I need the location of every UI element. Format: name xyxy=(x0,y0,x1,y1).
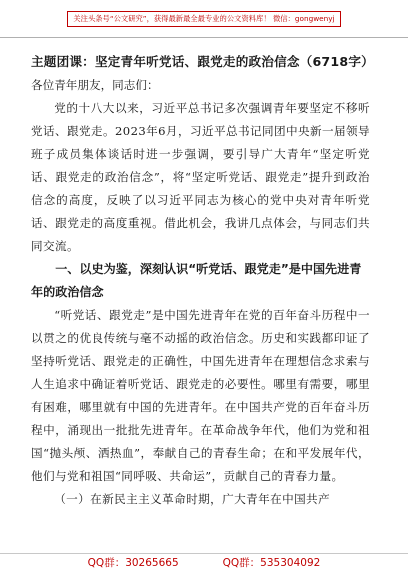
paragraph-subsection-1: （一）在新民主主义革命时期，广大青年在中国共产 xyxy=(54,492,331,506)
promo-banner-text: 关注头条号“公文研究”，获得最新最全最专业的公文资料库！ 微信：gongwenyj xyxy=(67,11,340,27)
footer xyxy=(0,556,408,570)
footer-qq-group-2: QQ群：535304092 xyxy=(222,557,321,569)
greeting: 各位青年朋友，同志们： xyxy=(31,78,159,92)
header-divider xyxy=(0,37,408,38)
document-body xyxy=(31,52,374,511)
footer-divider xyxy=(0,553,408,554)
footer-qq-group-1: QQ群：30265665 xyxy=(87,557,179,569)
paragraph-intro: 党的十八大以来，习近平总书记多次强调青年要坚定不移听党话、跟党走。2023年6月，习近平总书记同团中央新一届领导班子成员集体谈话时进一步强调，要引导广大青年“坚定听党话、跟党走的政治信念”，将“坚定听党话、跟党走”提升到政治信念的高度，反映了以习近平同志为核心的党中央对青年听党话、跟党走的高度重视。借此机会，我讲几点体会，与同志们共同交流。 xyxy=(31,101,370,253)
section-heading-1: 一、以史为鉴，深刻认识“听党话、跟党走”是中国先进青年的政治信念 xyxy=(31,262,362,299)
document-title: 主题团课：坚定青年听党话、跟党走的政治信念（6718字） xyxy=(31,54,374,69)
top-banner xyxy=(0,6,408,36)
paragraph-section-1: “听党话、跟党走”是中国先进青年在党的百年奋斗历程中一以贯之的优良传统与毫不动摇的政治信念。历史和实践都印证了坚持听党话、跟党走的正确性，中国先进青年在理想信念求索与人生追求中确证着听党话、跟党走的必要性。哪里有需要，哪里有困难，哪里就有中国的先进青年。在中国共产党的百年奋斗历程中，涌现出一批批先进青年。在革命战争年代，他们为党和祖国“抛头颅、洒热血”，奉献自己的青春生命；在和平发展年代，他们与党和祖国“同呼吸、共命运”，贡献自己的青春力量。 xyxy=(31,308,370,483)
